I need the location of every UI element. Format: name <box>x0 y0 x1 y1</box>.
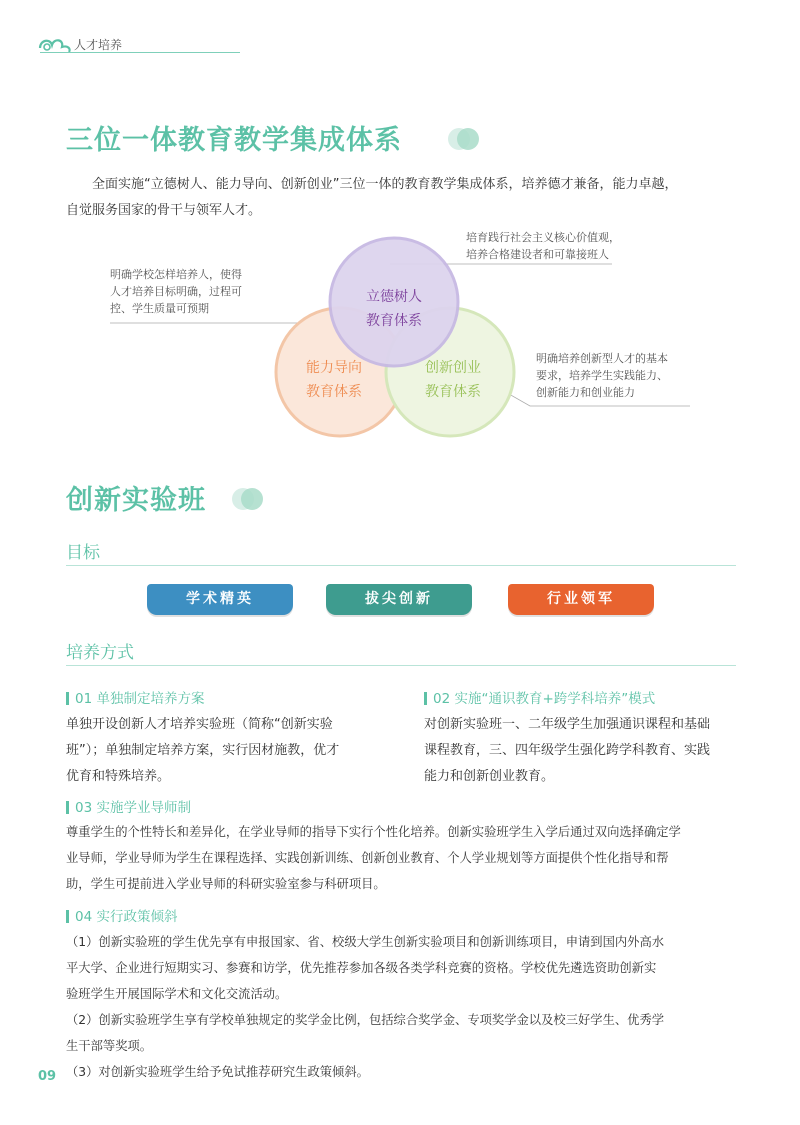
method-02-line2: 课程教育，三、四年级学生强化跨学科教育、实践 <box>424 743 711 758</box>
double-circle-icon <box>230 484 266 514</box>
bullet-bar-icon <box>424 692 427 705</box>
method-02-title <box>424 687 655 707</box>
note-right-line1: 明确培养创新型人才的基本 <box>536 352 668 365</box>
venn-top-line2: 教育体系 <box>366 313 422 329</box>
method-04-title <box>66 905 177 925</box>
venn-right-label <box>414 356 492 404</box>
method-04-line4: （2）创新实验班学生享有学校单独规定的奖学金比例，包括综合奖学金、专项奖学金以及校三好学生、优秀学 <box>66 1013 665 1027</box>
method-01-title <box>66 687 204 707</box>
method-04-line5: 生干部等奖项。 <box>66 1039 153 1053</box>
double-circle-icon <box>446 124 482 154</box>
venn-note-right <box>536 350 668 401</box>
method-04-line2: 平大学、企业进行短期实习、参赛和访学，优先推荐参加各级各类学科竞赛的资格。学校优先遴选资助创新实 <box>66 961 657 975</box>
method-02-line3: 能力和创新创业教育。 <box>424 769 555 784</box>
method-01-line2: 班”）；单独制定培养方案，实行因材施教，优才 <box>66 743 340 758</box>
goal-divider <box>66 565 736 566</box>
section-title-integrated-system: 三位一体教育教学集成体系 <box>66 125 402 156</box>
intro-line-1: 全面实施“立德树人、能力导向、创新创业”三位一体的教育教学集成体系，培养德才兼备，能力卓越， <box>92 177 678 192</box>
method-04-line6: （3）对创新实验班学生给予免试推荐研究生政策倾斜。 <box>66 1065 369 1079</box>
method-03-body <box>66 819 681 897</box>
method-03-line2: 业导师，学业导师为学生在课程选择、实践创新训练、创新创业教育、个人学业规划等方面提供个性化指导和帮 <box>66 851 669 865</box>
method-03-title-text: 03 实施学业导师制 <box>75 800 191 816</box>
method-divider <box>66 665 736 666</box>
intro-line-2: 自觉服务国家的骨干与领军人才。 <box>66 203 262 218</box>
venn-note-top <box>466 229 620 263</box>
method-01-title-text: 01 单独制定培养方案 <box>75 691 205 707</box>
note-left-line3: 控、学生质量可预期 <box>110 302 209 315</box>
method-04-body <box>66 929 664 1085</box>
venn-note-left <box>110 266 242 317</box>
goal-academic-elite: 学术精英 <box>147 584 293 615</box>
bullet-bar-icon <box>66 692 69 705</box>
venn-left-line2: 教育体系 <box>306 384 362 400</box>
venn-top-line1: 立德树人 <box>366 289 422 305</box>
method-04-title-text: 04 实行政策倾斜 <box>75 909 178 925</box>
header-section-label: 人才培养 <box>74 38 123 52</box>
goal-top-innovation: 拔尖创新 <box>326 584 472 615</box>
section-title-innovation-class: 创新实验班 <box>66 485 206 516</box>
note-left-line1: 明确学校怎样培养人，使得 <box>110 268 242 281</box>
goal-heading: 目标 <box>66 543 100 563</box>
page-number: 09 <box>38 1069 57 1084</box>
bullet-bar-icon <box>66 910 69 923</box>
note-right-line2: 要求，培养学生实践能力、 <box>536 369 668 382</box>
bullet-bar-icon <box>66 801 69 814</box>
method-04-line3: 验班学生开展国际学术和文化交流活动。 <box>66 987 288 1001</box>
method-04-line1: （1）创新实验班的学生优先享有申报国家、省、校级大学生创新实验项目和创新训练项目，申请到国内外高水 <box>66 935 665 949</box>
method-02-title-text: 02 实施“通识教育+跨学科培养”模式 <box>433 691 656 707</box>
goal-industry-leader: 行业领军 <box>508 584 654 615</box>
venn-top-label <box>355 285 433 333</box>
method-03-line1: 尊重学生的个性特长和差异化，在学业导师的指导下实行个性化培养。创新实验班学生入学后通过双向选择确定学 <box>66 825 681 839</box>
method-01-line3: 优育和特殊培养。 <box>66 769 171 784</box>
method-heading: 培养方式 <box>66 643 134 663</box>
method-02-line1: 对创新实验班一、二年级学生加强通识课程和基础 <box>424 717 711 732</box>
method-03-title <box>66 796 191 816</box>
note-left-line2: 人才培养目标明确，过程可 <box>110 285 242 298</box>
method-02-body <box>424 712 710 790</box>
venn-left-line1: 能力导向 <box>306 360 362 376</box>
method-01-body <box>66 712 339 790</box>
note-top-line2: 培养合格建设者和可靠接班人 <box>466 248 609 261</box>
header-divider <box>40 52 240 53</box>
method-01-line1: 单独开设创新人才培养实验班（简称“创新实验 <box>66 717 333 732</box>
note-right-line3: 创新能力和创业能力 <box>536 386 635 399</box>
note-top-line1: 培育践行社会主义核心价值观， <box>466 231 620 244</box>
venn-right-line2: 教育体系 <box>425 384 481 400</box>
method-03-line3: 助，学生可提前进入学业导师的科研实验室参与科研项目。 <box>66 877 386 891</box>
venn-right-line1: 创新创业 <box>425 360 481 376</box>
venn-left-label <box>295 356 373 404</box>
